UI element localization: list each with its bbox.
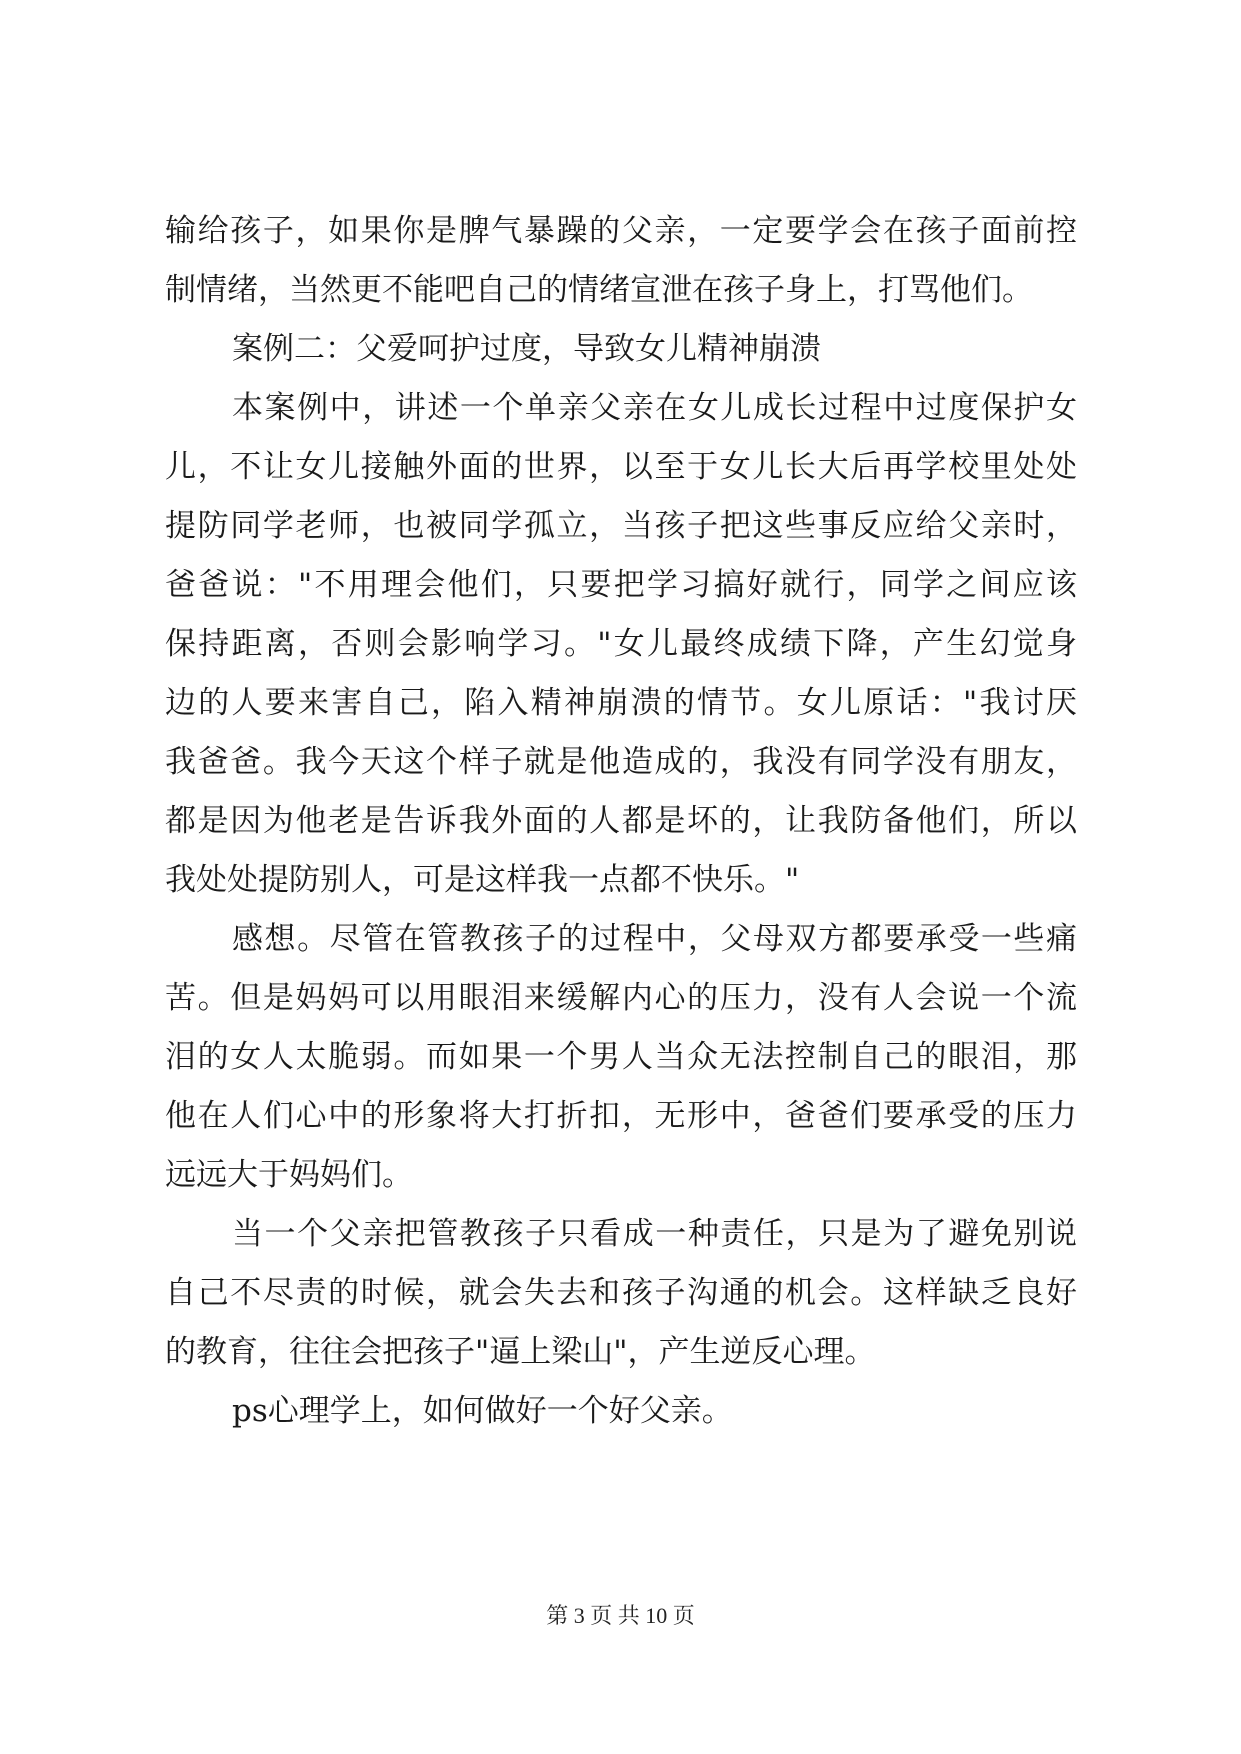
text-line: 我处处提防别人，可是这样我一点都不快乐。" xyxy=(165,862,800,898)
text-line: 爸爸说："不用理会他们，只要把学习搞好就行，同学之间应该 xyxy=(165,567,1077,603)
text-line: 他在人们心中的形象将大打折扣，无形中，爸爸们要承受的压力 xyxy=(165,1098,1077,1134)
text-line: 苦。但是妈妈可以用眼泪来缓解内心的压力，没有人会说一个流 xyxy=(165,980,1077,1016)
page-number: 第 3 页 共 10 页 xyxy=(546,1603,695,1628)
text-line: 的教育，往往会把孩子"逼上梁山"，产生逆反心理。 xyxy=(165,1334,876,1370)
text-line: 输给孩子，如果你是脾气暴躁的父亲，一定要学会在孩子面前控 xyxy=(165,213,1077,249)
text-line: 当一个父亲把管教孩子只看成一种责任，只是为了避免别说 xyxy=(232,1216,1077,1252)
text-line: ps心理学上，如何做好一个好父亲。 xyxy=(232,1393,733,1429)
text-line: 都是因为他老是告诉我外面的人都是坏的，让我防备他们，所以 xyxy=(165,803,1077,839)
text-line: 自己不尽责的时候，就会失去和孩子沟通的机会。这样缺乏良好 xyxy=(165,1275,1077,1311)
text-line: 制情绪，当然更不能吧自己的情绪宣泄在孩子身上，打骂他们。 xyxy=(165,272,1033,308)
text-line: 边的人要来害自己，陷入精神崩溃的情节。女儿原话："我讨厌 xyxy=(165,685,1077,721)
text-line: 泪的女人太脆弱。而如果一个男人当众无法控制自己的眼泪，那 xyxy=(165,1039,1077,1075)
text-line: 远远大于妈妈们。 xyxy=(165,1157,413,1193)
case-heading: 案例二：父爱呵护过度，导致女儿精神崩溃 xyxy=(232,331,821,367)
text-line: 本案例中，讲述一个单亲父亲在女儿成长过程中过度保护女 xyxy=(232,390,1077,426)
text-line: 感想。尽管在管教孩子的过程中，父母双方都要承受一些痛 xyxy=(232,921,1077,957)
text-line: 儿，不让女儿接触外面的世界，以至于女儿长大后再学校里处处 xyxy=(165,449,1077,485)
text-line: 提防同学老师，也被同学孤立，当孩子把这些事反应给父亲时， xyxy=(165,508,1077,544)
text-line: 我爸爸。我今天这个样子就是他造成的，我没有同学没有朋友， xyxy=(165,744,1077,780)
text-line: 保持距离，否则会影响学习。"女儿最终成绩下降，产生幻觉身 xyxy=(165,626,1077,662)
